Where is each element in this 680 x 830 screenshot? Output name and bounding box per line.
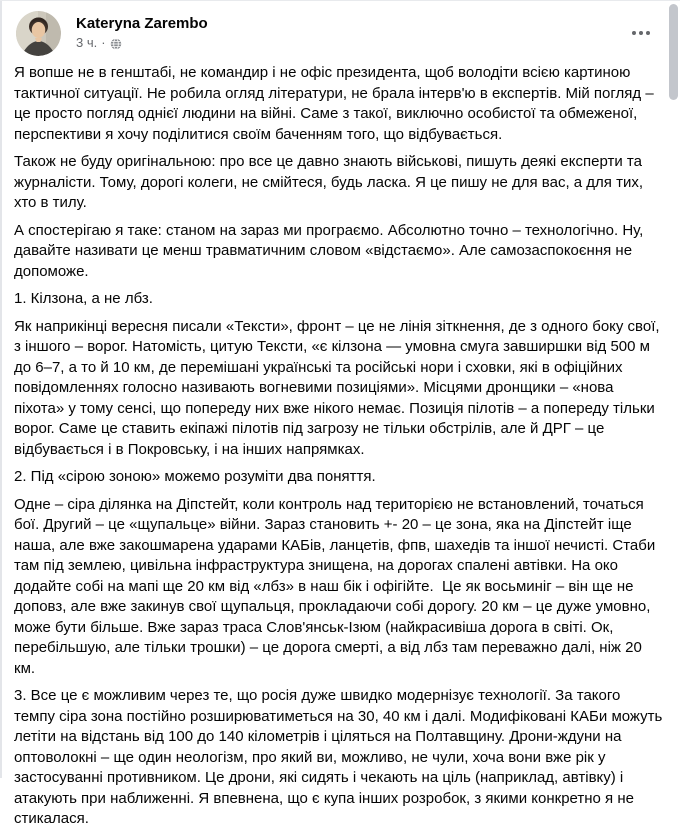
post-paragraph: Також не буду оригінальною: про все це давно знають військові, пишуть деякі експерти та журналісти. Тому, дорогі колеги, не смійтеся, будь ласка. Я це пишу не для вас, а для тих, хто в тилу. [14, 153, 648, 211]
ellipsis-icon [632, 31, 636, 35]
post-paragraph: 3. Все це є можливим через те, що росія дуже швидко модернізує технології. За такого темпу сіра зона постійно розширюватиметься на 30, 40 км і далі. Модифіковані КАБи можуть летіти на відстань від 100 до 140 кілометрів і ціляться на Полтавщину. Дрони-ждуни на оптоволокні – ще один неологізм, про який ви, можливо, не чули, хоча вони вже рік у застосуванні противником. Це дрони, які сидять і чекають на ціль (наприклад, автівку) і атакують при наближенні. Я впевнена, що є купа інших розробок, з якими конкретно я не стикалася. [14, 687, 667, 827]
post-paragraph: А спостерігаю я таке: станом на зараз ми програємо. Абсолютно точно – технологічно. Ну, давайте називати це менш травматичним словом «відстаємо». Але самозаспокоєння не допоможе. [14, 221, 648, 280]
post-paragraph: Одне – сіра ділянка на Діпстейт, коли контроль над територією не встановлений, точаться бої. Другий – це «щупальце» війни. Зараз становить +- 20 – це зона, яка на Діпстейт іще наша, але вже закошмарена ударами КАБів, ланцетів, фпв, шахедів та іншої нечисті. Стаби там під землею, цивільна інфраструктура знищена, на дорогах спалені автівки. На око додайте собі на мапі ще 20 км від «лбз» в наш бік і офігійте. Це як восьминіг – він ще не доповз, але вже закинув свої щупальця, прокладаючи собі дорогу. 20 км – це дуже умовно, може бути більше. Вже зараз траса Слов'янськ-Ізюм (найкрасивіша дорога в світі. Ок, перебільшую, але тільки трошки) – це дорога смерті, а від лбз там переважно далі, ніж 20 км. [14, 495, 660, 677]
scrollbar[interactable] [667, 1, 680, 778]
card-left-border [0, 1, 2, 778]
post-paragraph: Я вопше не в генштабі, не командир і не офіс президента, щоб володіти всією картиною тактичної ситуації. Не робила огляд літератури, не брала інтерв'ю в експертів. Мій погляд – це просто погляд однієї людини на війні. Саме з такої, виключно особистої та обмеженої, перспективи я хочу поділитися своїм баченням того, що відбувається. [14, 64, 658, 143]
post-menu-button[interactable] [624, 21, 658, 45]
post-body [0, 56, 680, 830]
avatar[interactable] [16, 11, 61, 56]
timestamp[interactable]: 3 ч. [76, 35, 98, 50]
author-name[interactable]: Kateryna Zarembo [76, 15, 208, 32]
globe-icon [110, 38, 122, 50]
post-paragraph: 2. Під «сірою зоною» можемо розуміти два поняття. [14, 468, 376, 485]
post-meta [76, 35, 208, 51]
meta-separator: · [101, 35, 106, 50]
profile-photo-icon [16, 11, 61, 56]
post-paragraph: Як наприкінці вересня писали «Тексти», фронт – це не лінія зіткнення, де з одного боку свої, з іншого – ворог. Натомість, цитую Тексти, «є кілзона — умовна смуга завширшки від 500 м до 6–7, а то й 10 км, де перемішані українські та російські нори і сховки, які в офіційних повідомленнях голосно називають вогневими позиціями». Місцями дронщики – «нова піхота» у тому сенсі, що попереду них вже нікого немає. Позиція пілотів – а попереду тільки ворог. Саме це ставить екіпажі пілотів під загрозу не тільки обстрілів, але й ДРГ – це відбувається і в Покровську, і на інших напрямках. [14, 317, 664, 458]
header-text [76, 11, 208, 51]
post-paragraph: 1. Кілзона, а не лбз. [14, 290, 153, 307]
post-header [0, 1, 680, 56]
scrollbar-thumb[interactable] [669, 4, 678, 100]
